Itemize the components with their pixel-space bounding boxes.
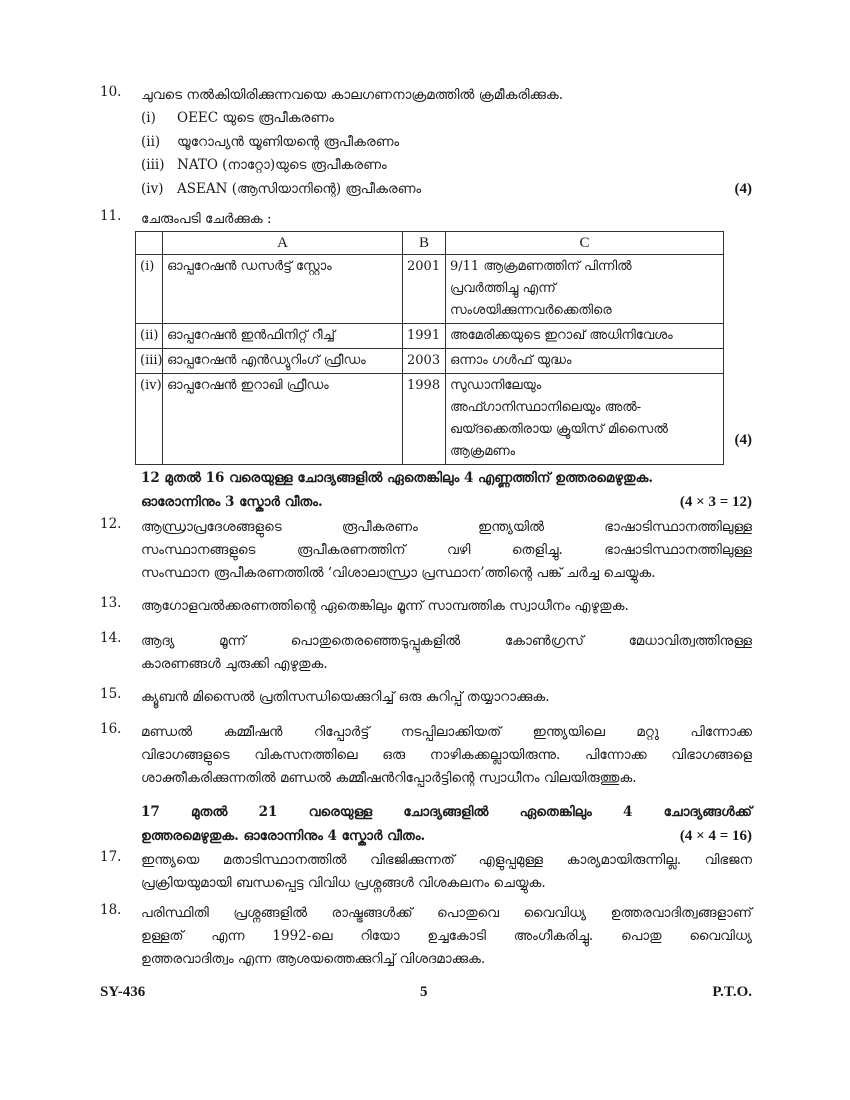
- cell-a: ഓപ്പറേഷൻ ഇറാഖി ഫ്രീഡം: [163, 374, 403, 465]
- option-item: [141, 107, 752, 131]
- option-item: [141, 131, 752, 155]
- question-line: മണ്ഡൽ കമ്മീഷൻ റിപ്പോർട്ട് നടപ്പിലാക്കിയത് ഇന്ത്യയിലെ മറ്റു പിന്നോക്ക: [141, 724, 752, 740]
- row-numeral: (iv): [136, 374, 163, 465]
- option-numeral: (iii): [141, 157, 165, 173]
- question-number: 15.: [100, 686, 122, 702]
- question-14: [100, 630, 752, 676]
- question-number: 18.: [100, 902, 122, 918]
- row-numeral: (iii): [136, 349, 163, 374]
- score-formula: (4 × 3 = 12): [679, 494, 752, 510]
- cell-c: [446, 349, 724, 374]
- section-line-text: ഉത്തരമെഴുതുക. ഓരോന്നിനും 4 സ്കോർ വീതം.: [141, 828, 426, 844]
- marks: (4): [734, 180, 752, 197]
- cell-c: [446, 324, 724, 349]
- page-number: 5: [420, 984, 428, 1000]
- cell-b: 1991: [403, 324, 446, 349]
- cell-a: ഓപ്പറേഷൻ ഇൻഫിനിറ്റ് റീച്ച്: [163, 324, 403, 349]
- option-item: [141, 154, 752, 178]
- section-line: 17 മുതൽ 21 വരെയുള്ള ചോദ്യങ്ങളിൽ ഏതെങ്കിലും 4 ചോദ്യങ്ങൾക്ക്: [141, 804, 752, 820]
- cell-c-line: സംശയിക്കുന്നവർക്കെതിരെ: [450, 303, 612, 318]
- page-footer: [100, 984, 752, 1008]
- question-number: 11.: [100, 208, 122, 224]
- table-header-row: [136, 232, 724, 255]
- question-number: 13.: [100, 595, 122, 611]
- option-item: [141, 178, 752, 202]
- option-text: OEEC യുടെ രൂപീകരണം: [177, 110, 334, 126]
- question-13: [100, 595, 752, 618]
- cell-b: 2001: [403, 255, 446, 324]
- row-numeral: (i): [136, 255, 163, 324]
- cell-a: ഓപ്പറേഷൻ എൻഡ്യുറിംഗ് ഫ്രീഡം: [163, 349, 403, 374]
- option-text: NATO (നാറ്റോ)യുടെ രൂപീകരണം: [177, 157, 387, 173]
- question-line: വിഭാഗങ്ങളുടെ വികസനത്തിലെ ഒരു നാഴികക്കല്ലായിരുന്നു. പിന്നോക്ക വിഭാഗങ്ങളെ: [141, 747, 752, 763]
- option-numeral: (ii): [141, 133, 161, 150]
- section-line: 12 മുതൽ 16 വരെയുള്ള ചോദ്യങ്ങളിൽ ഏതെങ്കിലും 4 എണ്ണത്തിന് ഉത്തരമെഴുതുക.: [141, 470, 654, 486]
- match-table: [135, 231, 724, 465]
- marks: (4): [734, 432, 752, 448]
- question-number: 17.: [100, 849, 122, 865]
- question-text: ചുവടെ നൽകിയിരിക്കുന്നവയെ കാലഗണനാക്രമത്തിൽ ക്രമീകരിക്കുക.: [141, 87, 564, 103]
- cell-c-line: ഖയ്ദക്കെതിരായ ക്രൂയിസ് മിസൈൽ: [450, 422, 668, 437]
- question-number: 14.: [100, 630, 122, 646]
- table-row: [136, 349, 724, 374]
- table-row: [136, 255, 724, 324]
- question-line: ആന്ധ്രാപ്രദേശങ്ങളുടെ രൂപീകരണം ഇന്ത്യയിൽ ഭാഷാടിസ്ഥാനത്തിലുള്ള: [141, 519, 752, 535]
- cell-a: ഓപ്പറേഷൻ ഡസർട്ട് സ്റ്റോം: [163, 255, 403, 324]
- question-line: ഇന്ത്യയെ മതാടിസ്ഥാനത്തിൽ വിഭജിക്കുന്നത് എളുപ്പമുള്ള കാര്യമായിരുന്നില്ല. വിഭജന: [141, 852, 752, 868]
- option-text: ASEAN (ആസിയാനിന്റെ) രൂപീകരണം: [177, 180, 422, 197]
- question-17: [100, 849, 752, 895]
- cell-c-line: അഫ്ഗാനിസ്ഥാനിലെയും അൽ-: [450, 400, 642, 415]
- section-instructions-2: [141, 800, 752, 848]
- score-formula: (4 × 4 = 16): [679, 828, 752, 844]
- paper-code: SY-436: [100, 984, 146, 1000]
- question-11: [100, 208, 752, 465]
- cell-b: 1998: [403, 374, 446, 465]
- question-line: ക്യൂബൻ മിസൈൽ പ്രതിസന്ധിയെക്കുറിച്ച് ഒരു കുറിപ്പ് തയ്യാറാക്കുക.: [141, 689, 550, 705]
- cell-c-line: സുഡാനിലേയും: [450, 378, 542, 393]
- question-line: ആദ്യ മൂന്ന് പൊതുതെരഞ്ഞെടുപ്പുകളിൽ കോൺഗ്രസ് മേധാവിത്വത്തിനുള്ള: [141, 633, 752, 649]
- question-number: 10.: [100, 84, 122, 100]
- question-line: ഉത്തരവാദിത്വം എന്ന ആശയത്തെക്കുറിച്ച് വിശദമാക്കുക.: [141, 951, 486, 967]
- option-numeral: (i): [141, 110, 156, 126]
- question-line: സംസ്ഥാന രൂപീകരണത്തിൽ ‘വിശാലാന്ധ്രാ പ്രസ്ഥാന’ത്തിന്റെ പങ്ക് ചർച്ച ചെയ്യുക.: [141, 565, 656, 581]
- table-header: [136, 232, 163, 255]
- table-header: C: [446, 232, 724, 255]
- row-numeral: (ii): [136, 324, 163, 349]
- question-line: ശാക്തീകരിക്കുന്നതിൽ മണ്ഡൽ കമ്മീഷൻറിപ്പോർട്ടിന്റെ സ്വാധീനം വിലയിരുത്തുക.: [141, 770, 637, 786]
- section-line-text: ഓരോന്നിനും 3 സ്കോർ വീതം.: [141, 494, 323, 510]
- table-header: A: [163, 232, 403, 255]
- question-18: [100, 902, 752, 971]
- question-12: [100, 516, 752, 585]
- question-15: [100, 686, 752, 709]
- table-row: [136, 374, 724, 465]
- cell-c: [446, 374, 724, 465]
- pto-label: P.T.O.: [712, 984, 752, 1000]
- question-text: ചേരുംപടി ചേർക്കുക :: [141, 211, 272, 227]
- section-instructions-1: [141, 466, 752, 514]
- question-line: ഉള്ളത് എന്ന 1992-ലെ റിയോ ഉച്ചകോടി അംഗീകരിച്ചു. പൊതു വൈവിധ്യ: [141, 928, 752, 944]
- question-10: [100, 84, 752, 201]
- question-line: പ്രക്രിയയുമായി ബന്ധപ്പെട്ട വിവിധ പ്രശ്നങ്ങൾ വിശകലനം ചെയ്യുക.: [141, 875, 546, 891]
- option-numeral: (iv): [141, 180, 164, 197]
- cell-c-line: പ്രവർത്തിച്ചു എന്ന്: [450, 281, 556, 296]
- question-line: ആഗോളവൽക്കരണത്തിന്റെ ഏതെങ്കിലും മൂന്ന് സാമ്പത്തിക സ്വാധീനം എഴുതുക.: [141, 598, 629, 614]
- cell-c-line: ഒന്നാം ഗൾഫ് യുദ്ധം: [450, 353, 572, 368]
- question-line: പരിസ്ഥിതി പ്രശ്നങ്ങളിൽ രാഷ്ട്രങ്ങൾക്ക് പൊതുവെ വൈവിധ്യ ഉത്തരവാദിത്വങ്ങളാണ്: [141, 905, 752, 921]
- option-text: യൂറോപ്യൻ യൂണിയന്റെ രൂപീകരണം: [177, 133, 400, 150]
- cell-c: [446, 255, 724, 324]
- table-row: [136, 324, 724, 349]
- section-line: [141, 824, 752, 848]
- question-line: കാരണങ്ങൾ ചുരുക്കി എഴുതുക.: [141, 656, 328, 672]
- question-number: 12.: [100, 516, 122, 532]
- section-line: [141, 490, 752, 514]
- cell-b: 2003: [403, 349, 446, 374]
- table-header: B: [403, 232, 446, 255]
- question-line: സംസ്ഥാനങ്ങളുടെ രൂപീകരണത്തിന് വഴി തെളിച്ചു. ഭാഷാടിസ്ഥാനത്തിലുള്ള: [141, 542, 752, 558]
- cell-c-line: അമേരിക്കയുടെ ഇറാഖ് അധിനിവേശം: [450, 328, 673, 343]
- cell-c-line: ആക്രമണം: [450, 444, 516, 459]
- question-number: 16.: [100, 721, 122, 737]
- cell-c-line: 9/11 ആക്രമണത്തിന് പിന്നിൽ: [450, 259, 632, 274]
- question-16: [100, 721, 752, 790]
